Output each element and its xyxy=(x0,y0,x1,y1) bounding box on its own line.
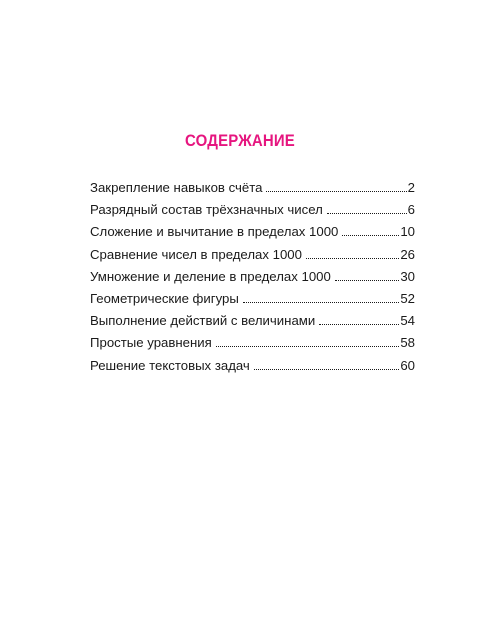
toc-entry-page: 26 xyxy=(400,246,415,262)
toc-entry xyxy=(90,244,415,266)
toc-entry-label: Сравнение чисел в пределах 1000 xyxy=(90,246,302,262)
toc-entry-page: 2 xyxy=(407,180,415,195)
toc-entry xyxy=(90,221,415,243)
dot-leader xyxy=(306,258,399,259)
toc-entry-label: Разрядный состав трёхзначных чисел xyxy=(90,202,323,218)
toc-entry-label: Выполнение действий с величинами xyxy=(90,313,316,329)
toc-entry xyxy=(90,310,415,332)
dot-leader xyxy=(254,369,400,370)
toc-entry xyxy=(90,288,415,310)
toc-entry-page: 54 xyxy=(400,313,415,329)
toc-entry xyxy=(90,332,415,354)
toc-entry-page: 52 xyxy=(400,290,415,306)
toc-entry-label: Решение текстовых задач xyxy=(90,357,250,373)
toc-entry xyxy=(90,266,415,288)
toc-entry-label: Закрепление навыков счёта xyxy=(90,180,263,195)
dot-leader xyxy=(216,346,400,347)
toc-entry-page: 6 xyxy=(407,202,415,218)
toc-entry-page: 30 xyxy=(400,268,415,284)
dot-leader xyxy=(335,280,400,281)
toc-entry xyxy=(90,355,415,377)
toc-entry-label: Умножение и деление в пределах 1000 xyxy=(90,268,331,284)
toc-title: СОДЕРЖАНИЕ xyxy=(185,131,295,150)
toc-entry-page: 10 xyxy=(400,224,415,240)
toc-entry-page: 60 xyxy=(400,357,415,373)
toc-entry xyxy=(90,177,415,199)
dot-leader xyxy=(342,235,399,236)
toc-entry xyxy=(90,199,415,221)
toc-list xyxy=(90,177,415,377)
toc-entry-page: 58 xyxy=(400,335,415,351)
dot-leader xyxy=(327,213,407,214)
dot-leader xyxy=(266,191,406,192)
dot-leader xyxy=(319,324,399,325)
toc-entry-label: Геометрические фигуры xyxy=(90,290,239,306)
toc-entry-label: Простые уравнения xyxy=(90,335,212,351)
toc-entry-label: Сложение и вычитание в пределах 1000 xyxy=(90,224,339,240)
dot-leader xyxy=(243,302,399,303)
